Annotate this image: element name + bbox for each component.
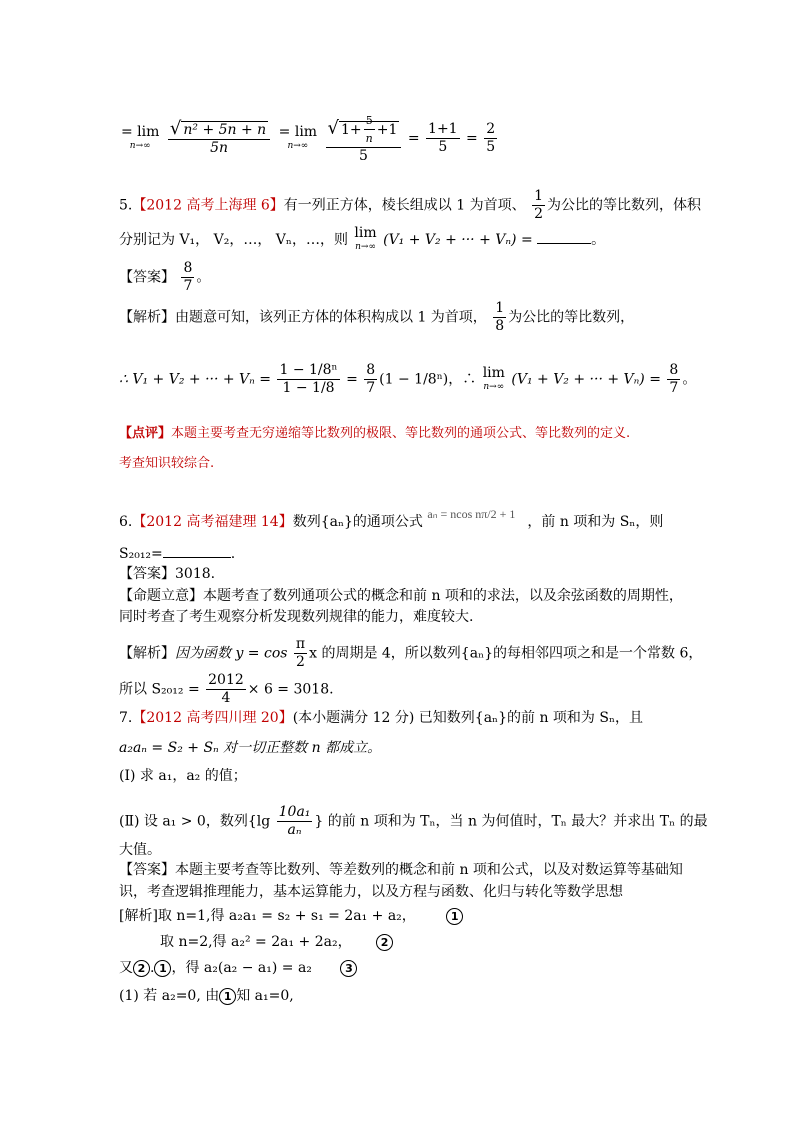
- sum-fraction: $\frac{\text{1 − 1/8ⁿ}}{1 - 1/8}$: [279, 362, 338, 396]
- q5-expression: (V₁ + V₂ + ··· + Vₙ) =: [383, 232, 533, 248]
- q5-line-2: 分别记为 V₁， V₂，…， Vₙ，…，则 lim n→∞ (V₁ + V₂ + ··· + Vₙ) = 。: [119, 225, 606, 252]
- so-fraction: $\frac{2012}{4}$: [208, 672, 244, 706]
- lim-operator: = lim n→∞: [121, 123, 160, 151]
- q5-sum-line: ∴ V₁ + V₂ + ··· + Vₙ = $\frac{\text{1 − 1/8ⁿ}}{1 - 1/8}$ = $\frac{8}{7}$ (1 − 1/8ⁿ)，∴ lim n→∞ (V₁ + V₂ + ··· + Vₙ) = $\frac{8}{7}$ 。: [119, 362, 697, 396]
- q6-sum-label: S₂₀₁₂=: [119, 546, 163, 562]
- circled-1-icon: 1: [154, 960, 171, 977]
- equals-sign-2: =: [466, 130, 478, 147]
- fraction-2: √ 1+ $\frac{5}{n}$ +1 5: [326, 112, 402, 165]
- q7-step-1: [解析]取 n=1,得 a₂a₁ = s₂ + s₁ = 2a₁ + a₂， 1: [119, 906, 463, 926]
- q5-source-tag: 【2012 高考上海理 6】: [132, 197, 284, 214]
- pi-over-2: $\frac{\pi}{2}$: [295, 636, 306, 670]
- q6-source-tag: 【2012 高考福建理 14】: [132, 514, 293, 530]
- q6-intent: [119, 586, 683, 606]
- q7-part-1: (Ⅰ) 求 a₁，a₂ 的值；: [119, 768, 247, 784]
- answer-label: 【答案】: [119, 566, 175, 582]
- q5-analysis: [119, 300, 634, 335]
- q5-ratio-fraction: $\frac{1}{2}$: [534, 188, 543, 222]
- lim-operator-2: = lim n→∞: [278, 123, 318, 151]
- analysis-label: 【解析】: [119, 645, 175, 662]
- q6-intent-2: 同时考查了考生观察分析发现数列规律的能力，难度较大.: [119, 609, 474, 625]
- answer-value: 3018.: [175, 566, 216, 582]
- circled-2-icon: 2: [133, 960, 150, 977]
- q7-text: (本小题满分 12 分) 已知数列{aₙ}的前 n 项和为 Sₙ，且: [292, 710, 644, 726]
- sum-result-fraction: $\frac{8}{7}$: [669, 362, 679, 396]
- q5-number: 5.: [119, 197, 133, 214]
- circled-1-icon: 1: [219, 988, 236, 1005]
- comment-text: 本题主要考查无穷递缩等比数列的极限、等比数列的通项公式、等比数列的定义.: [171, 426, 631, 441]
- q7-source-tag: 【2012 高考四川理 20】: [132, 710, 293, 726]
- circled-1-icon: 1: [446, 908, 463, 925]
- fraction-3: $\frac{1+1}{5}$: [428, 121, 458, 155]
- intent-text: 本题考查了数列通项公式的概念和前 n 项和的求法，以及余弦函数的周期性，: [203, 588, 683, 604]
- limit-equation-line: [119, 112, 499, 165]
- q7-answer: [119, 860, 683, 880]
- circled-3-icon: 3: [340, 960, 357, 977]
- sum-lim: lim n→∞: [482, 364, 505, 392]
- q6-text-2: ，前 n 项和为 Sₙ，则: [527, 514, 664, 530]
- q6-line-1: [119, 507, 664, 532]
- answer-fraction: $\frac{8}{7}$: [183, 260, 193, 294]
- q5-lim: lim n→∞: [354, 225, 377, 252]
- q6-answer-blank: [163, 545, 231, 558]
- q5-answer: 【答案】 $\frac{8}{7}$ 。: [119, 260, 211, 294]
- intent-label: 【命题立意】: [119, 588, 203, 604]
- q7-answer-2: 识，考查逻辑推理能力，基本运算能力，以及方程与函数、化归与转化等数学思想: [119, 884, 623, 900]
- sum-eight-sevenths: $\frac{8}{7}$: [366, 362, 376, 396]
- q7-line-1: [119, 708, 643, 728]
- q6-answer: [119, 564, 215, 584]
- q6-so: 所以 S₂₀₁₂ = $\frac{2012}{4}$ × 6 = 3018.: [119, 672, 334, 706]
- q6-analysis: [119, 636, 702, 671]
- so-text: 所以 S₂₀₁₂ =: [119, 681, 200, 698]
- analysis-text-2: 为公比的等比数列，: [508, 309, 635, 326]
- q5-comment: [119, 424, 630, 444]
- q7-number: 7.: [119, 710, 133, 726]
- q7-step-4: (1) 若 a₂=0, 由 1 知 a₁=0,: [119, 988, 294, 1004]
- lg-fraction: $\frac{\text{10a₁}}{\text{aₙ}}$: [278, 804, 311, 838]
- sum-limit-expr: (V₁ + V₂ + ··· + Vₙ) =: [511, 371, 661, 388]
- answer-label: 【答案】: [119, 269, 175, 286]
- q7-part-2: (Ⅱ) 设 a₁ > 0，数列{lg $\frac{\text{10a₁}}{\text{aₙ}}$ } 的前 n 项和为 Tₙ，当 n 为何值时，Tₙ 最大？并求出 Tₙ 的最: [119, 804, 708, 838]
- analysis-ratio-fraction: $\frac{1}{8}$: [495, 300, 505, 334]
- q7-part-2-cont: 大值。: [119, 842, 161, 858]
- equals-sign: =: [407, 130, 420, 147]
- q5-text-2: 为公比的等比数列，体积: [546, 197, 701, 214]
- q5-comment-2: 考查知识较综合.: [119, 456, 215, 471]
- q7-step-3: 又 2 . 1 ，得 a₂(a₂ − a₁) = a₂ 3: [119, 958, 357, 978]
- circled-2-icon: 2: [376, 934, 393, 951]
- analysis-text: 因为函数 y = cos: [175, 645, 288, 662]
- analysis-label: 【解析】: [119, 309, 175, 326]
- sum-lhs: ∴ V₁ + V₂ + ··· + Vₙ =: [119, 371, 272, 388]
- analysis-text: 由题意可知，该列正方体的体积构成以 1 为首项，: [175, 309, 487, 326]
- q7-line-2: a₂aₙ = S₂ + Sₙ 对一切正整数 n 都成立。: [119, 740, 382, 756]
- q7-step-2: 取 n=2,得 a₂² = 2a₁ + 2a₂， 2: [160, 932, 393, 952]
- q6-text: 数列{aₙ}的通项公式: [292, 514, 423, 530]
- q6-formula-image: aₙ = ncos nπ/2 + 1: [427, 507, 516, 521]
- q5-line-1: [119, 188, 701, 223]
- answer-blank: [537, 231, 591, 244]
- q6-number: 6.: [119, 514, 133, 530]
- q6-line-2: S₂₀₁₂= .: [119, 546, 236, 562]
- answer-text: 本题主要考查等比数列、等差数列的概念和前 n 项和公式，以及对数运算等基础知: [175, 862, 683, 878]
- fraction-4: $\frac{2}{5}$: [486, 121, 496, 155]
- comment-label: 【点评】: [119, 426, 172, 441]
- sum-paren: (1 − 1/8ⁿ): [379, 371, 449, 388]
- q5-line2-text: 分别记为 V₁， V₂，…， Vₙ，…，则: [119, 232, 348, 248]
- answer-label: 【答案】: [119, 862, 175, 878]
- analysis-text-2: x 的周期是 4，所以数列{aₙ}的每相邻四项之和是一个常数 6，: [309, 645, 703, 662]
- q5-text: 有一列正方体，棱长组成以 1 为首项、: [283, 197, 526, 214]
- fraction-1: $\frac{\text{√ n² + 5n + n}}{5n}$: [168, 120, 270, 157]
